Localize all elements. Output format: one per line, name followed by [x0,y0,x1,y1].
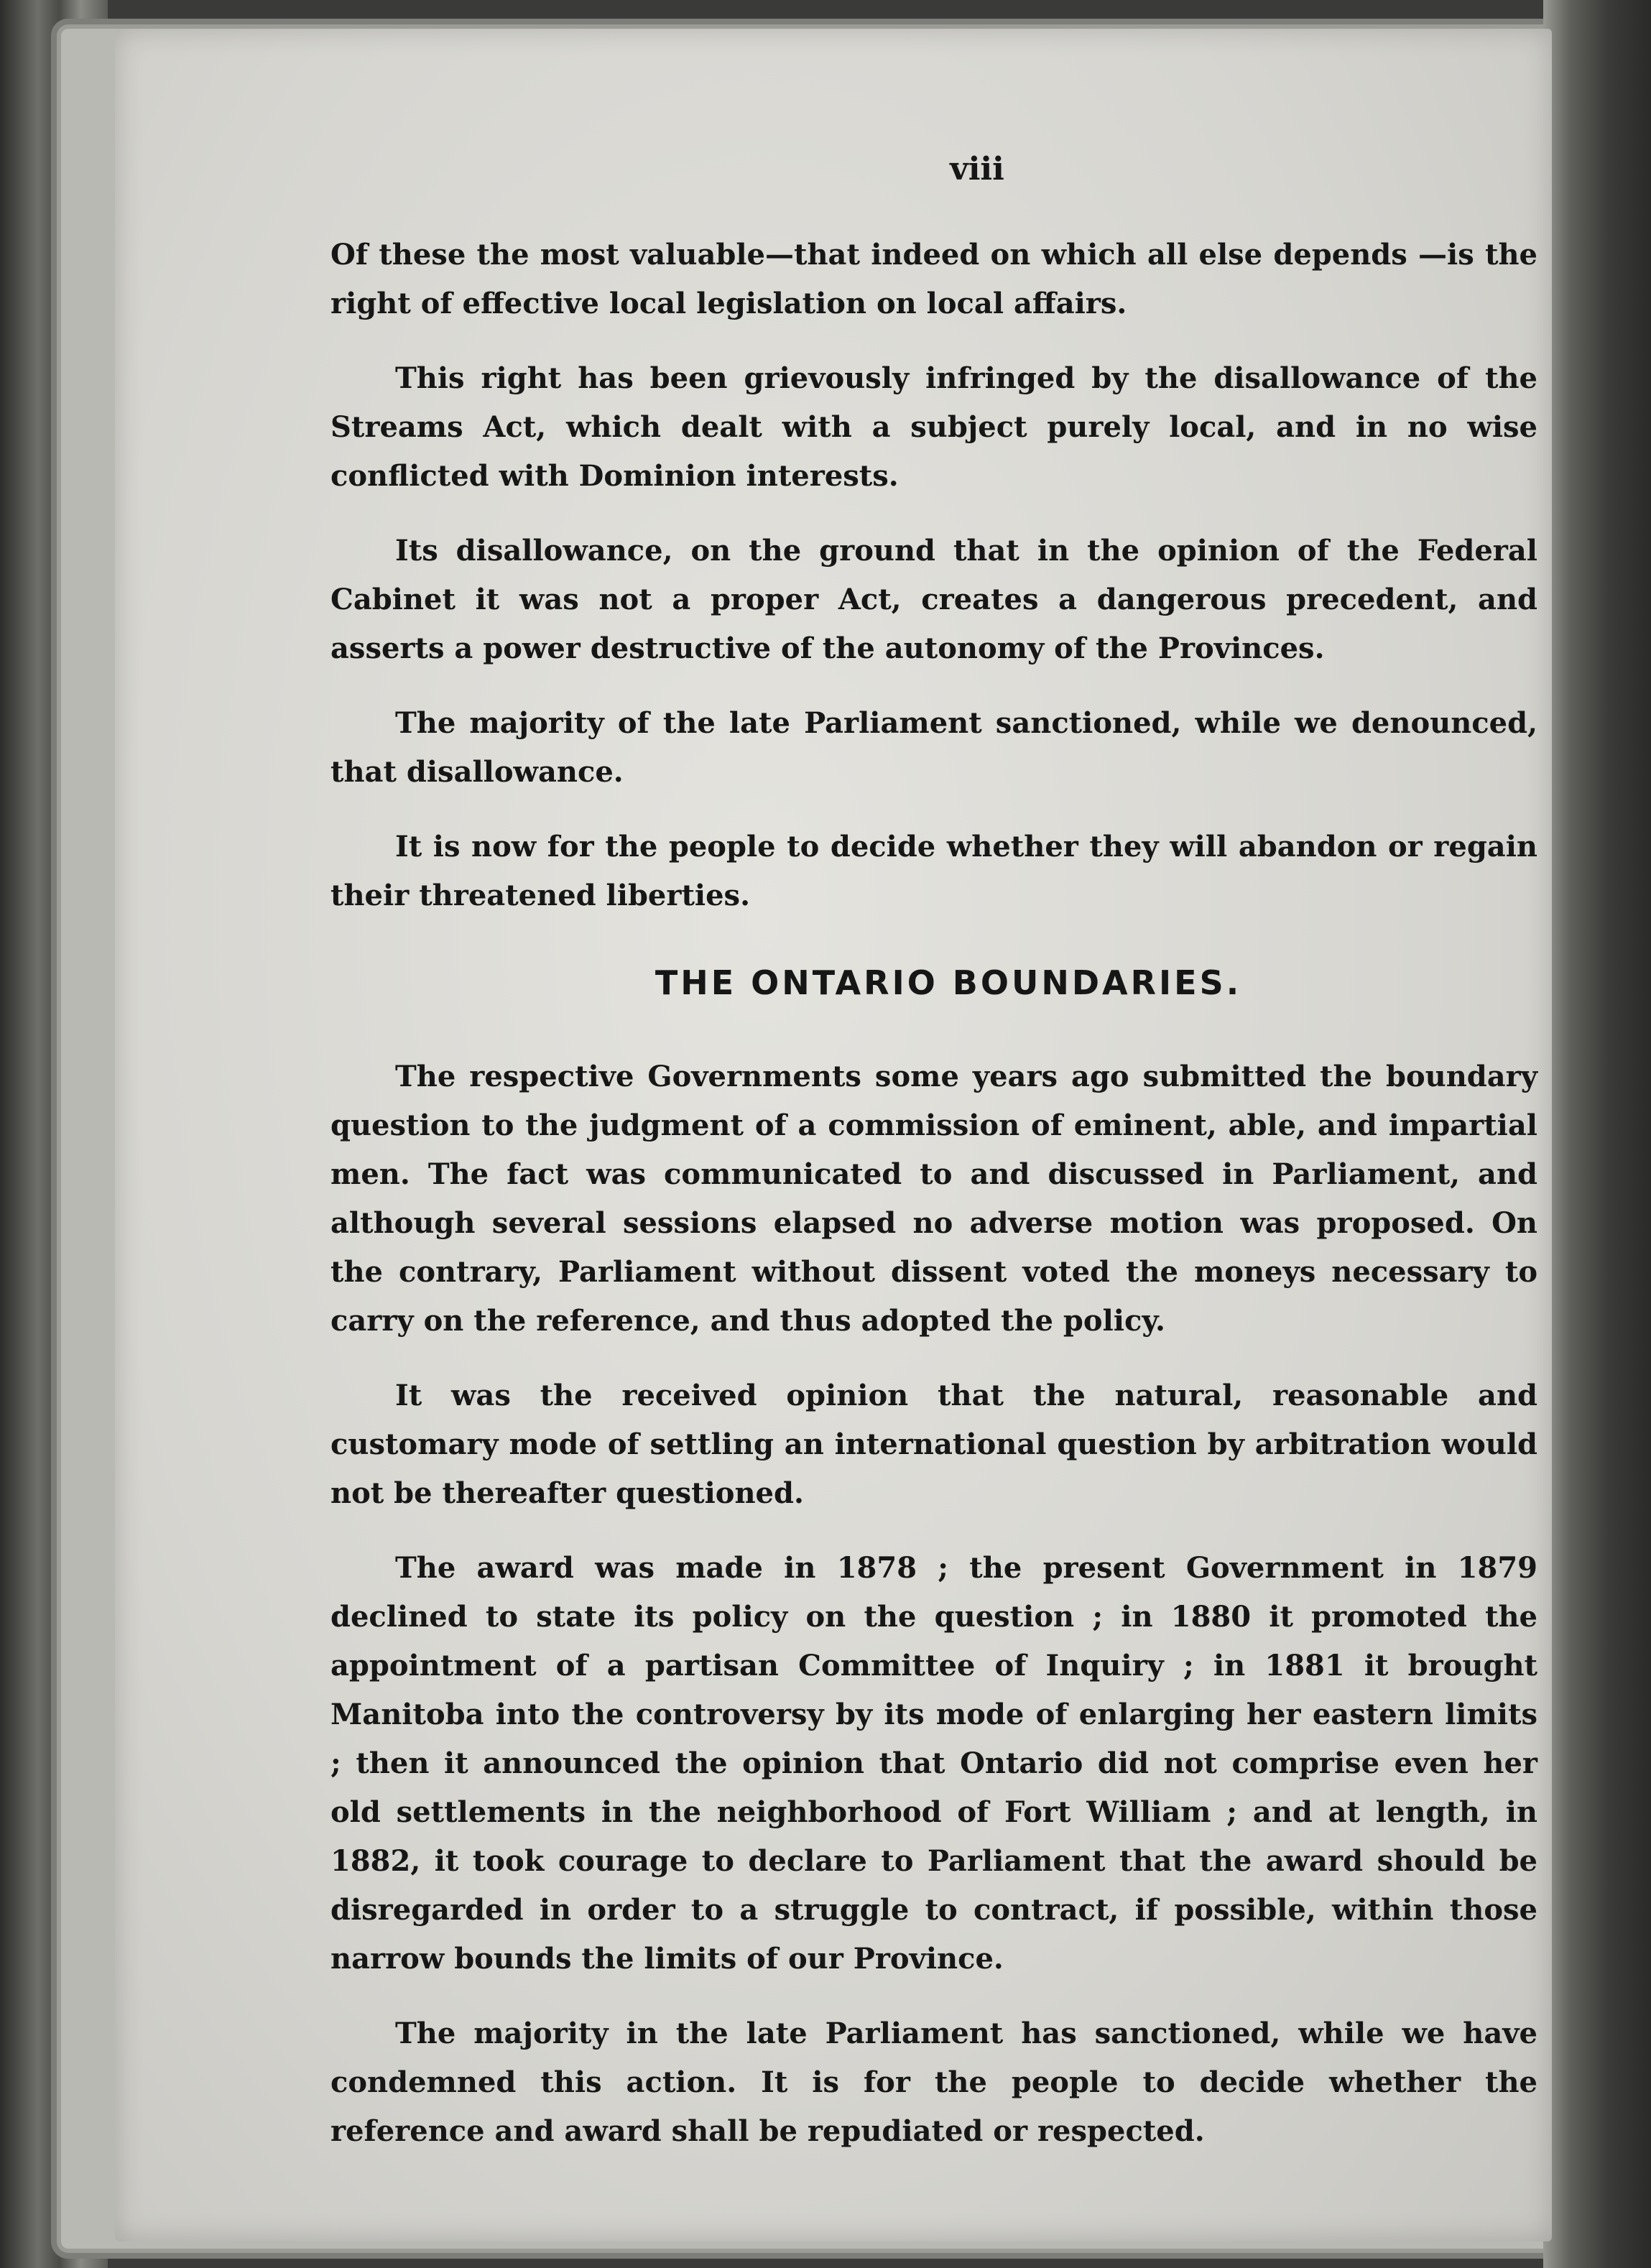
paragraph: The majority in the late Parliament has sanctioned, while we have condemned this action. It is for the people to decide whether the reference and award shall be repudiated or respected. [330,2017,1537,2148]
page-number: viii [950,151,1004,188]
paragraph: The respective Governments some years ago submitted the boundary question to the judgment of a commission of eminent, able, and impartial men. The fact was communicated to and discussed in Parliament, and although several sessions elapsed no adverse motion was proposed. On the contrary, Parliament without dissent voted the moneys necessary to carry on the reference, and thus adopted the policy. [330,1060,1537,1338]
paragraph: Of these the most valuable—that indeed on which all else depends —is the right of effective local legislation on local affairs. [330,238,1537,320]
section-heading: THE ONTARIO BOUNDARIES. [655,963,1242,1002]
paragraph: It is now for the people to decide whether they will abandon or regain their threatened liberties. [330,830,1537,912]
paragraph: The majority of the late Parliament sanctioned, while we denounced, that disallowance. [330,706,1537,789]
paragraph: Its disallowance, on the ground that in the opinion of the Federal Cabinet it was not a proper Act, creates a dangerous precedent, and asserts a power destructive of the autonomy of the Provinces. [330,534,1537,665]
paragraph: This right has been grievously infringed by the disallowance of the Streams Act, which dealt with a subject purely local, and in no wise conflicted with Dominion interests. [330,361,1537,493]
paragraph: The award was made in 1878 ; the present Government in 1879 declined to state its policy on the question ; in 1880 it promoted the appointment of a partisan Committee of Inquiry ; in 1881 it brought Manitoba into the controversy by its mode of enlarging her eastern limits ; then it announced the opinion that Ontario did not comprise even her old settlements in the neighborhood of Fort William ; and at length, in 1882, it took courage to declare to Parliament that the award should be disregarded in order to a struggle to contract, if possible, within those narrow bounds the limits of our Province. [330,1551,1537,1976]
page-content [330,151,1537,2182]
paragraph: It was the received opinion that the natural, reasonable and customary mode of settling an international question by arbitration would not be thereafter questioned. [330,1379,1537,1510]
book-edge-right [1543,0,1651,2268]
scanned-page [115,29,1552,2241]
